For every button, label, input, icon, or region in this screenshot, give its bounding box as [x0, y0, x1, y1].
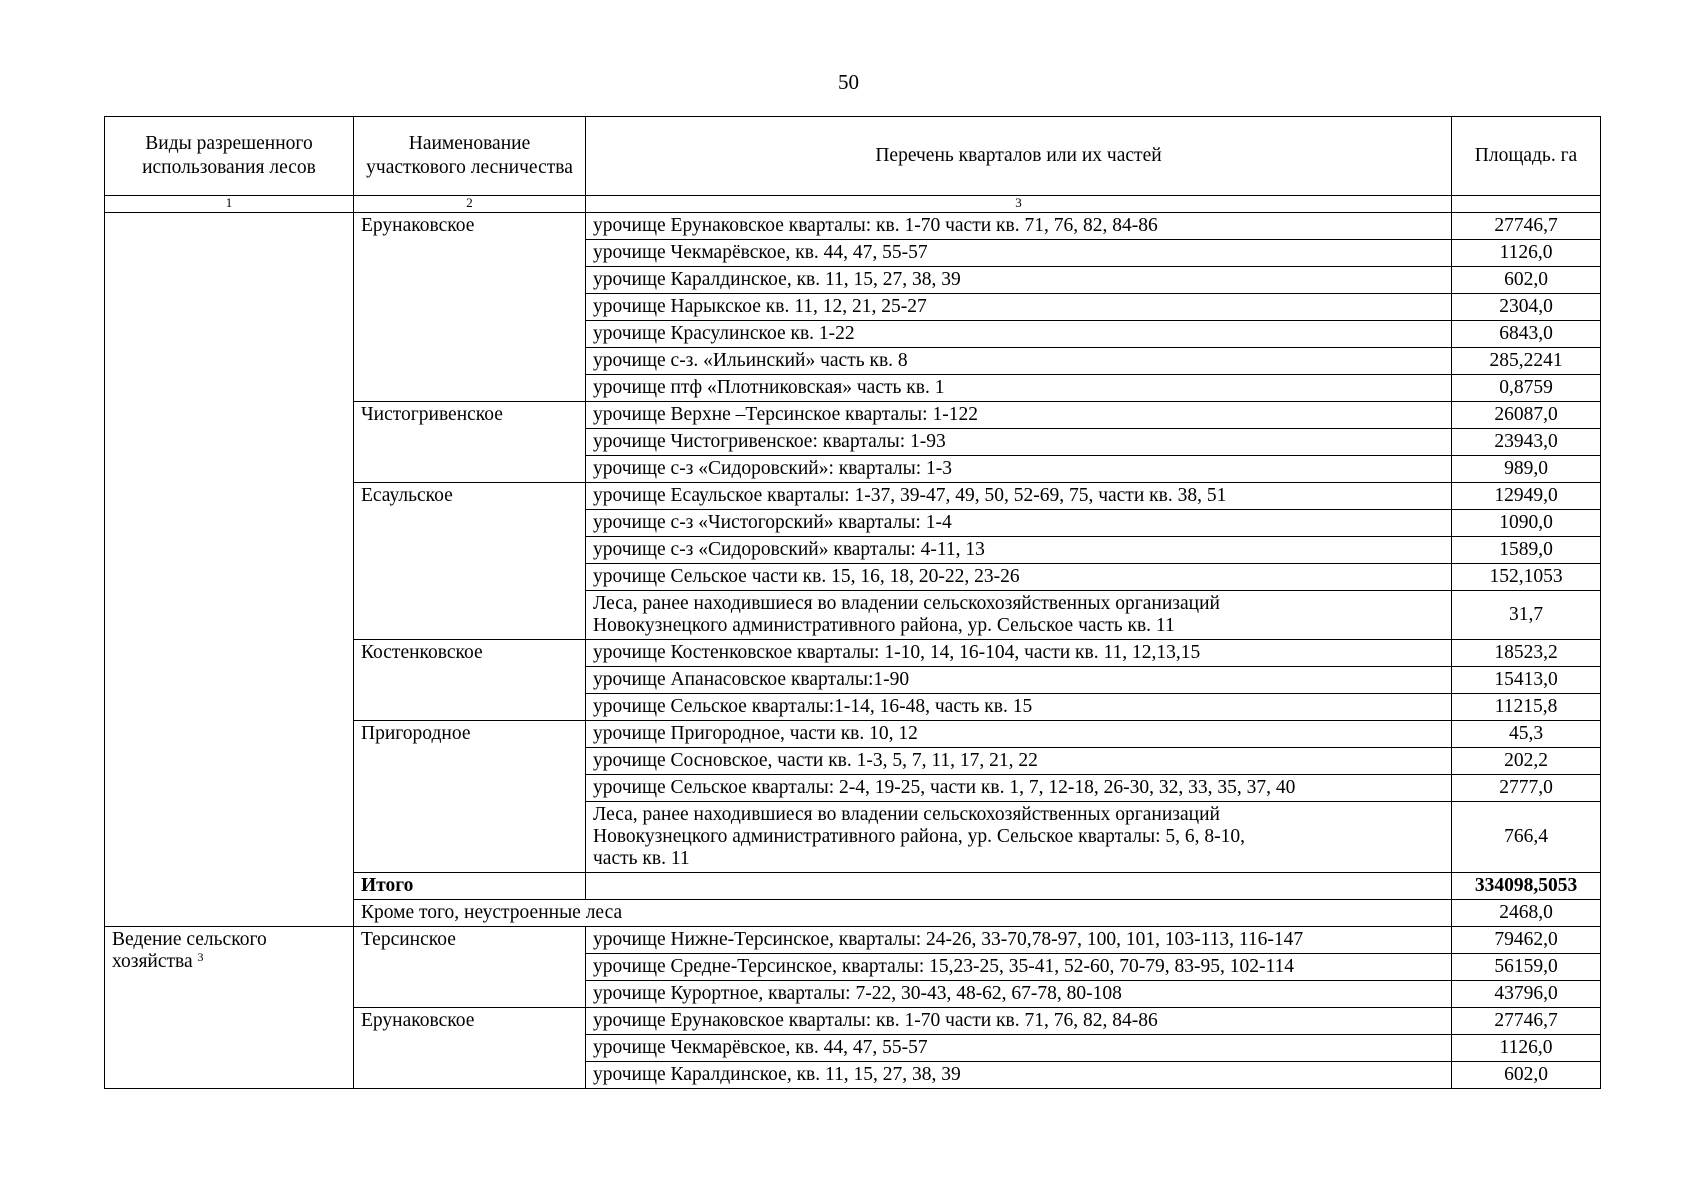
quarters-cell: урочище птф «Плотниковская» часть кв. 1	[586, 375, 1452, 402]
area-cell: 11215,8	[1452, 694, 1601, 721]
quarters-cell: урочище Каралдинское, кв. 11, 15, 27, 38, 39	[586, 1062, 1452, 1089]
area-cell: 26087,0	[1452, 402, 1601, 429]
quarters-cell: урочище Верхне –Терсинское кварталы: 1-122	[586, 402, 1452, 429]
quarters-cell: урочище Есаульское кварталы: 1-37, 39-47, 49, 50, 52-69, 75, части кв. 38, 51	[586, 483, 1452, 510]
quarters-cell	[586, 591, 1452, 640]
quarters-cell: урочище Чекмарёвское, кв. 44, 47, 55-57	[586, 240, 1452, 267]
forestry-cell: Есаульское	[354, 483, 586, 640]
quarters-cell: урочище Ерунаковское кварталы: кв. 1-70 части кв. 71, 76, 82, 84-86	[586, 1008, 1452, 1035]
area-cell: 285,2241	[1452, 348, 1601, 375]
quarters-cell: урочище Ерунаковское кварталы: кв. 1-70 части кв. 71, 76, 82, 84-86	[586, 213, 1452, 240]
quarters-cell: урочище Курортное, кварталы: 7-22, 30-43, 48-62, 67-78, 80-108	[586, 981, 1452, 1008]
area-cell: 1589,0	[1452, 537, 1601, 564]
quarters-cell: урочище Красулинское кв. 1-22	[586, 321, 1452, 348]
quarters-cell: урочище Чистогривенское: кварталы: 1-93	[586, 429, 1452, 456]
quarters-cell: урочище Пригородное, части кв. 10, 12	[586, 721, 1452, 748]
quarters-cell: урочище с-з «Чистогорский» кварталы: 1-4	[586, 510, 1452, 537]
quarters-cell: урочище Чекмарёвское, кв. 44, 47, 55-57	[586, 1035, 1452, 1062]
quarters-cell	[586, 802, 1452, 873]
table-row	[105, 927, 1601, 954]
footnote-mark: 3	[197, 950, 204, 964]
use-type-label: Ведение сельского хозяйства	[112, 929, 267, 972]
column-number	[1452, 196, 1601, 213]
area-cell: 79462,0	[1452, 927, 1601, 954]
forestry-cell: Терсинское	[354, 927, 586, 1008]
quarters-cell: урочище Костенковское кварталы: 1-10, 14, 16-104, части кв. 11, 12,13,15	[586, 640, 1452, 667]
area-cell: 18523,2	[1452, 640, 1601, 667]
forest-use-table	[104, 116, 1601, 1089]
total-empty	[586, 873, 1452, 900]
area-cell: 43796,0	[1452, 981, 1601, 1008]
area-cell: 2304,0	[1452, 294, 1601, 321]
quarters-line: Новокузнецкого административного района, ур. Сельское кварталы: 5, 6, 8-10,	[593, 826, 1245, 847]
header-quarters: Перечень кварталов или их частей	[586, 117, 1452, 196]
forestry-cell: Костенковское	[354, 640, 586, 721]
unorganized-label: Кроме того, неустроенные леса	[354, 900, 1452, 927]
area-cell: 1126,0	[1452, 240, 1601, 267]
area-cell: 56159,0	[1452, 954, 1601, 981]
quarters-cell: урочище с-з «Сидоровский» кварталы: 4-11, 13	[586, 537, 1452, 564]
area-cell: 1126,0	[1452, 1035, 1601, 1062]
quarters-cell: урочище Сосновское, части кв. 1-3, 5, 7, 11, 17, 21, 22	[586, 748, 1452, 775]
area-cell: 45,3	[1452, 721, 1601, 748]
total-area: 334098,5053	[1452, 873, 1601, 900]
area-cell: 27746,7	[1452, 1008, 1601, 1035]
quarters-line: Новокузнецкого административного района, ур. Сельское часть кв. 11	[593, 615, 1175, 636]
column-number: 3	[586, 196, 1452, 213]
quarters-cell: урочище Апанасовское кварталы:1-90	[586, 667, 1452, 694]
quarters-cell: урочище Сельское кварталы: 2-4, 19-25, части кв. 1, 7, 12-18, 26-30, 32, 33, 35, 37, 40	[586, 775, 1452, 802]
quarters-cell: урочище Нарыкское кв. 11, 12, 21, 25-27	[586, 294, 1452, 321]
area-cell: 23943,0	[1452, 429, 1601, 456]
quarters-cell: урочище Каралдинское, кв. 11, 15, 27, 38, 39	[586, 267, 1452, 294]
quarters-line: Леса, ранее находившиеся во владении сельскохозяйственных организаций	[593, 593, 1220, 614]
quarters-cell: урочище Нижне-Терсинское, кварталы: 24-26, 33-70,78-97, 100, 101, 103-113, 116-147	[586, 927, 1452, 954]
area-cell: 152,1053	[1452, 564, 1601, 591]
area-cell: 766,4	[1452, 802, 1601, 873]
unorganized-area: 2468,0	[1452, 900, 1601, 927]
area-cell: 602,0	[1452, 1062, 1601, 1089]
header-row	[105, 117, 1601, 196]
quarters-line: часть кв. 11	[593, 848, 690, 869]
forestry-cell: Ерунаковское	[354, 213, 586, 402]
column-number-row	[105, 196, 1601, 213]
quarters-cell: урочище Средне-Терсинское, кварталы: 15,23-25, 35-41, 52-60, 70-79, 83-95, 102-114	[586, 954, 1452, 981]
forestry-cell: Пригородное	[354, 721, 586, 873]
header-forestry: Наименование участкового лесничества	[354, 117, 586, 196]
quarters-cell: урочище Сельское части кв. 15, 16, 18, 20-22, 23-26	[586, 564, 1452, 591]
area-cell: 31,7	[1452, 591, 1601, 640]
area-cell: 6843,0	[1452, 321, 1601, 348]
area-cell: 12949,0	[1452, 483, 1601, 510]
column-number: 2	[354, 196, 586, 213]
quarters-cell: урочище с-з. «Ильинский» часть кв. 8	[586, 348, 1452, 375]
header-area: Площадь. га	[1452, 117, 1601, 196]
area-cell: 27746,7	[1452, 213, 1601, 240]
area-cell: 602,0	[1452, 267, 1601, 294]
area-cell: 2777,0	[1452, 775, 1601, 802]
header-use-type: Виды разрешенного использования лесов	[105, 117, 354, 196]
area-cell: 202,2	[1452, 748, 1601, 775]
area-cell: 989,0	[1452, 456, 1601, 483]
area-cell: 15413,0	[1452, 667, 1601, 694]
page-number: 50	[838, 70, 859, 94]
quarters-cell: урочище с-з «Сидоровский»: кварталы: 1-3	[586, 456, 1452, 483]
forestry-cell: Ерунаковское	[354, 1008, 586, 1089]
use-type-cell	[105, 927, 354, 1089]
total-label: Итого	[354, 873, 586, 900]
forestry-cell: Чистогривенское	[354, 402, 586, 483]
quarters-line: Леса, ранее находившиеся во владении сельскохозяйственных организаций	[593, 804, 1220, 825]
use-type-cell	[105, 213, 354, 927]
area-cell: 0,8759	[1452, 375, 1601, 402]
quarters-cell: урочище Сельское кварталы:1-14, 16-48, часть кв. 15	[586, 694, 1452, 721]
area-cell: 1090,0	[1452, 510, 1601, 537]
table-row	[105, 213, 1601, 240]
column-number: 1	[105, 196, 354, 213]
